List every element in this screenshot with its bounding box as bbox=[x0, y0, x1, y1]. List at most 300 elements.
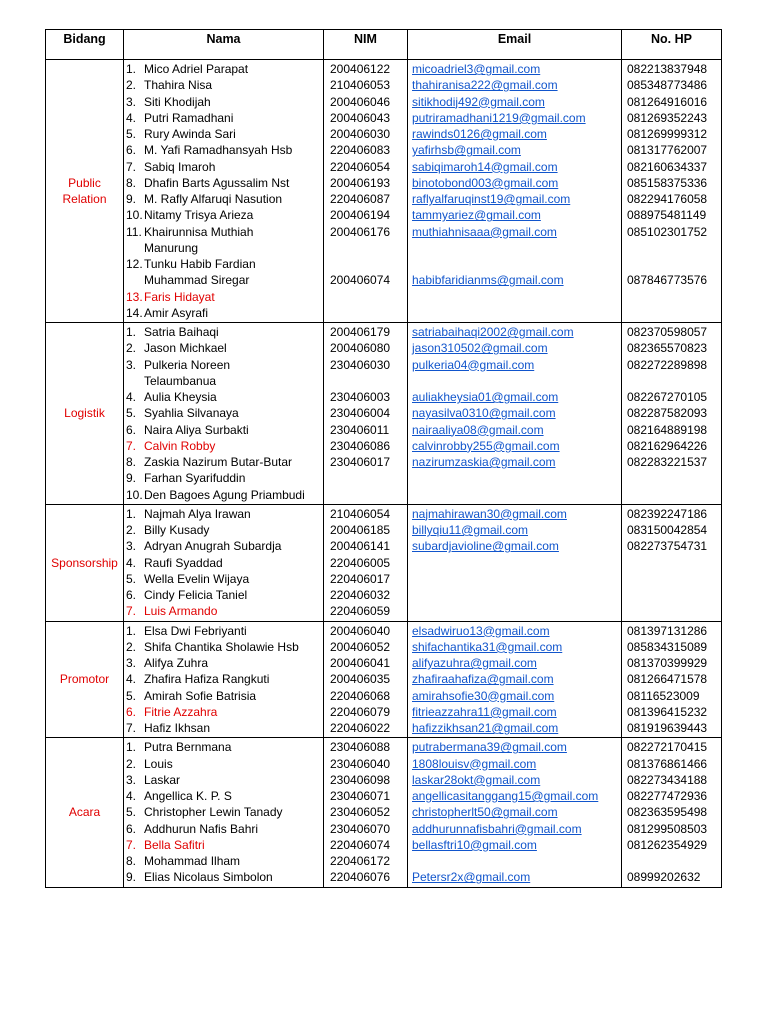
member-phone: 085834315089 bbox=[627, 639, 708, 654]
member-name bbox=[124, 869, 323, 885]
member-nim: 230406017 bbox=[330, 455, 391, 469]
email-cell bbox=[408, 504, 622, 621]
member-email-link[interactable]: najmahirawan30@gmail.com bbox=[412, 506, 567, 521]
member-number: 3. bbox=[126, 539, 137, 554]
hp-cell bbox=[622, 323, 722, 505]
member-name-text: Cindy Felicia Taniel bbox=[144, 588, 248, 602]
member-name-text-2: Muhammad Siregar bbox=[144, 273, 250, 288]
email-list bbox=[408, 323, 621, 504]
member-name bbox=[124, 340, 323, 356]
blank-line bbox=[324, 240, 407, 256]
member-nim: 220406087 bbox=[330, 192, 391, 206]
member-nim: 220406054 bbox=[330, 159, 391, 174]
member-name bbox=[124, 756, 323, 772]
member-name bbox=[124, 470, 323, 486]
member-name bbox=[124, 77, 323, 93]
member-email-link[interactable]: elsadwiruo13@gmail.com bbox=[412, 623, 550, 638]
member-email-link bbox=[408, 603, 621, 619]
member-nim: 200406040 bbox=[330, 623, 391, 638]
member-nim bbox=[324, 289, 407, 305]
member-phone: 082267270105 bbox=[627, 390, 708, 404]
member-email-link[interactable]: nayasilva0310@gmail.com bbox=[412, 406, 556, 421]
member-email-link bbox=[408, 587, 621, 603]
member-name bbox=[124, 788, 323, 804]
member-email-link[interactable]: laskar28okt@gmail.com bbox=[412, 772, 541, 787]
member-name-text: Christopher Lewin Tanady bbox=[144, 805, 283, 820]
member-name bbox=[124, 487, 323, 503]
member-name bbox=[124, 159, 323, 175]
nim-list bbox=[324, 60, 407, 322]
member-email-link[interactable]: pulkeria04@gmail.com bbox=[412, 357, 535, 372]
member-email-link[interactable]: putrabermana39@gmail.com bbox=[412, 740, 567, 755]
member-email-link[interactable]: binotobond003@gmail.com bbox=[412, 175, 559, 190]
email-cell bbox=[408, 323, 622, 505]
member-number: 3. bbox=[126, 357, 137, 372]
member-nim: 230406040 bbox=[330, 756, 391, 771]
member-number: 3. bbox=[126, 94, 137, 109]
member-email-link[interactable]: raflyalfaruqinst19@gmail.com bbox=[412, 192, 571, 206]
member-nim: 220406074 bbox=[330, 837, 391, 852]
member-email-link[interactable]: addhurunnafisbahri@gmail.com bbox=[412, 821, 582, 836]
member-name-text: Calvin Robby bbox=[144, 438, 216, 453]
member-name-text: Tunku Habib Fardian bbox=[144, 257, 256, 271]
member-name-cont bbox=[124, 373, 323, 389]
member-name-text: Thahira Nisa bbox=[144, 78, 213, 93]
nim-cell bbox=[324, 504, 408, 621]
member-phone: 081370399929 bbox=[627, 656, 708, 670]
member-phone: 082213837948 bbox=[627, 62, 708, 76]
member-name-text: Nitamy Trisya Arieza bbox=[144, 208, 254, 223]
blank-line bbox=[324, 256, 407, 272]
member-name bbox=[124, 224, 323, 240]
member-nim: 200406046 bbox=[330, 94, 391, 109]
member-name bbox=[124, 522, 323, 538]
member-nim: 230406004 bbox=[330, 406, 391, 421]
member-name bbox=[124, 655, 323, 671]
member-name bbox=[124, 61, 323, 77]
member-phone: 085158375336 bbox=[627, 175, 708, 190]
member-table bbox=[45, 29, 722, 888]
member-number: 8. bbox=[126, 455, 137, 469]
member-name-text: M. Yafi Ramadhansyah Hsb bbox=[144, 143, 293, 158]
member-name-text: Pulkeria Noreen bbox=[144, 357, 231, 372]
member-email-link[interactable]: sabiqimaroh14@gmail.com bbox=[412, 159, 558, 174]
member-nim bbox=[324, 305, 407, 321]
member-name-text: Den Bagoes Agung Priambudi bbox=[144, 487, 305, 502]
member-phone: 081269352243 bbox=[627, 110, 708, 125]
member-number: 10. bbox=[126, 487, 143, 502]
member-phone: 082392247186 bbox=[627, 506, 708, 521]
member-phone: 087846773576 bbox=[627, 273, 708, 288]
nama-cell bbox=[124, 621, 324, 738]
member-email-link[interactable]: sitikhodij492@gmail.com bbox=[412, 94, 545, 109]
member-name-text: Zaskia Nazirum Butar-Butar bbox=[144, 455, 293, 469]
member-name bbox=[124, 289, 323, 305]
member-email-link[interactable]: thahiranisa222@gmail.com bbox=[412, 78, 558, 93]
member-name bbox=[124, 821, 323, 837]
member-number: 9. bbox=[126, 870, 137, 885]
member-email-link bbox=[408, 571, 621, 587]
member-number: 5. bbox=[126, 571, 137, 586]
nim-list bbox=[324, 323, 407, 504]
member-nim: 220406059 bbox=[330, 604, 391, 619]
member-email-link bbox=[408, 487, 621, 503]
member-phone: 081919639443 bbox=[627, 721, 708, 735]
member-name-text: Raufi Syaddad bbox=[144, 555, 223, 570]
member-phone: 082272289898 bbox=[627, 357, 708, 372]
member-phone: 082287582093 bbox=[627, 406, 708, 421]
member-phone: 082294176058 bbox=[627, 192, 708, 206]
hp-cell bbox=[622, 60, 722, 323]
member-phone: 081376861466 bbox=[627, 756, 708, 771]
member-nim: 220406068 bbox=[330, 688, 391, 703]
member-number: 7. bbox=[126, 159, 137, 174]
nim-cell bbox=[324, 738, 408, 887]
nama-cell bbox=[124, 738, 324, 887]
member-name-text: Elsa Dwi Febriyanti bbox=[144, 623, 247, 638]
member-phone: 082370598057 bbox=[627, 325, 708, 339]
member-name-text: Addhurun Nafis Bahri bbox=[144, 821, 259, 836]
member-email-link[interactable]: hafizzikhsan21@gmail.com bbox=[412, 721, 559, 735]
member-nim: 220406076 bbox=[330, 870, 391, 885]
member-email-link[interactable]: billyqiu11@gmail.com bbox=[412, 523, 529, 537]
member-name-text: Amirah Sofie Batrisia bbox=[144, 688, 257, 703]
member-name bbox=[124, 623, 323, 639]
member-number: 4. bbox=[126, 672, 137, 687]
member-name-text: Faris Hidayat bbox=[144, 289, 215, 304]
member-email-link[interactable]: micoadriel3@gmail.com bbox=[412, 62, 541, 76]
member-name-text: Putra Bernmana bbox=[144, 740, 232, 755]
member-name bbox=[124, 688, 323, 704]
member-number: 2. bbox=[126, 756, 137, 771]
member-email-link[interactable]: alifyazuhra@gmail.com bbox=[412, 656, 537, 670]
table-row bbox=[46, 738, 722, 887]
member-phone: 082273754731 bbox=[627, 539, 708, 554]
member-phone: 085348773486 bbox=[627, 78, 708, 93]
member-name bbox=[124, 506, 323, 522]
nim-cell bbox=[324, 323, 408, 505]
member-number: 2. bbox=[126, 341, 137, 356]
member-nim: 200406041 bbox=[330, 656, 391, 670]
member-nim: 220406032 bbox=[330, 588, 391, 602]
member-number-spacer bbox=[124, 373, 144, 389]
member-email-link bbox=[408, 853, 621, 869]
member-nim: 200406185 bbox=[330, 523, 391, 537]
member-phone: 082273434188 bbox=[627, 772, 708, 787]
member-email-link[interactable]: nairaaliya08@gmail.com bbox=[412, 422, 544, 437]
member-number: 3. bbox=[126, 772, 137, 787]
header-bidang: Bidang bbox=[46, 30, 124, 60]
member-nim: 230406086 bbox=[330, 438, 391, 453]
member-name bbox=[124, 324, 323, 340]
member-number: 13. bbox=[126, 289, 143, 304]
member-email-link[interactable]: jason310502@gmail.com bbox=[412, 341, 548, 356]
header-row bbox=[46, 30, 722, 60]
email-cell bbox=[408, 621, 622, 738]
email-cell bbox=[408, 738, 622, 887]
member-nim: 230406071 bbox=[330, 789, 391, 803]
blank-line bbox=[324, 373, 407, 389]
member-email-link[interactable]: angellicasitanggang15@gmail.com bbox=[412, 789, 599, 803]
member-phone: 082277472936 bbox=[627, 789, 708, 803]
member-name bbox=[124, 704, 323, 720]
member-nim: 200406141 bbox=[330, 539, 391, 554]
member-email-link[interactable]: fitrieazzahra11@gmail.com bbox=[412, 704, 557, 719]
member-email-link[interactable]: christopherlt50@gmail.com bbox=[412, 805, 558, 820]
member-name bbox=[124, 837, 323, 853]
member-name-text: Amir Asyrafi bbox=[144, 305, 209, 320]
member-email-link[interactable]: muthiahnisaaa@gmail.com bbox=[412, 224, 557, 239]
member-phone bbox=[622, 571, 721, 587]
member-email-link[interactable]: yafirhsb@gmail.com bbox=[412, 143, 521, 158]
member-nim bbox=[324, 470, 407, 486]
member-name-text: Satria Baihaqi bbox=[144, 325, 219, 339]
member-name-cont bbox=[124, 272, 323, 288]
member-nim: 210406054 bbox=[330, 506, 391, 521]
member-number: 4. bbox=[126, 390, 137, 404]
bidang-cell: Acara bbox=[46, 738, 124, 887]
header-hp: No. HP bbox=[622, 30, 722, 60]
member-phone: 08116523009 bbox=[627, 688, 700, 703]
bidang-cell: Sponsorship bbox=[46, 504, 124, 621]
hp-cell bbox=[622, 504, 722, 621]
nim-list bbox=[324, 622, 407, 738]
member-name bbox=[124, 389, 323, 405]
hp-list bbox=[622, 738, 721, 886]
member-name bbox=[124, 587, 323, 603]
member-number: 12. bbox=[126, 257, 143, 271]
member-email-link[interactable]: tammyariez@gmail.com bbox=[412, 208, 541, 223]
member-number: 9. bbox=[126, 471, 137, 486]
member-name-text: Elias Nicolaus Simbolon bbox=[144, 870, 273, 885]
member-name-text: Zhafira Hafiza Rangkuti bbox=[144, 672, 270, 687]
member-number: 7. bbox=[126, 837, 137, 852]
member-name bbox=[124, 422, 323, 438]
member-phone: 082164889198 bbox=[627, 422, 708, 437]
member-name-text: Farhan Syarifuddin bbox=[144, 471, 246, 486]
member-name-text: Laskar bbox=[144, 772, 181, 787]
nama-list bbox=[124, 622, 323, 738]
member-name bbox=[124, 256, 323, 272]
member-nim: 200406080 bbox=[330, 341, 391, 356]
member-email-link[interactable]: satriabaihaqi2002@gmail.com bbox=[412, 325, 574, 339]
member-number: 4. bbox=[126, 110, 137, 125]
member-name bbox=[124, 571, 323, 587]
member-name-text: Sabiq Imaroh bbox=[144, 159, 216, 174]
member-number: 7. bbox=[126, 604, 137, 619]
nama-list bbox=[124, 60, 323, 322]
member-number: 3. bbox=[126, 656, 137, 670]
email-list bbox=[408, 60, 621, 322]
member-number: 9. bbox=[126, 192, 137, 206]
member-name bbox=[124, 720, 323, 736]
member-email-link[interactable]: calvinrobby255@gmail.com bbox=[412, 438, 560, 453]
member-phone bbox=[622, 289, 721, 305]
member-phone: 082160634337 bbox=[627, 159, 708, 174]
member-email-link[interactable]: nazirumzaskia@gmail.com bbox=[412, 455, 556, 469]
member-phone bbox=[622, 470, 721, 486]
member-nim: 200406193 bbox=[330, 175, 391, 190]
member-name-text: Adryan Anugrah Subardja bbox=[144, 539, 282, 554]
member-phone bbox=[622, 305, 721, 321]
member-name bbox=[124, 142, 323, 158]
member-nim: 200406035 bbox=[330, 672, 391, 687]
member-phone: 081269999312 bbox=[627, 127, 708, 141]
member-name-text: Billy Kusady bbox=[144, 523, 210, 537]
member-number-spacer bbox=[124, 272, 144, 288]
member-name-text: Naira Aliya Surbakti bbox=[144, 422, 249, 437]
member-name bbox=[124, 454, 323, 470]
member-email-link bbox=[408, 289, 621, 305]
member-phone: 082365570823 bbox=[627, 341, 708, 356]
member-phone: 081317762007 bbox=[627, 143, 708, 158]
member-name-text: Luis Armando bbox=[144, 604, 218, 619]
nama-cell bbox=[124, 504, 324, 621]
member-number: 5. bbox=[126, 688, 137, 703]
member-name-text: Siti Khodijah bbox=[144, 94, 211, 109]
member-name bbox=[124, 110, 323, 126]
member-number: 11. bbox=[126, 224, 142, 239]
member-number: 6. bbox=[126, 422, 137, 437]
member-nim: 200406194 bbox=[330, 208, 391, 223]
member-number-spacer bbox=[124, 240, 144, 256]
member-email-link[interactable]: 1808louisv@gmail.com bbox=[412, 756, 537, 771]
member-nim: 230406011 bbox=[330, 422, 390, 437]
member-email-link[interactable]: Petersr2x@gmail.com bbox=[412, 870, 531, 885]
member-number: 2. bbox=[126, 523, 137, 537]
member-name bbox=[124, 126, 323, 142]
member-nim: 230406030 bbox=[330, 357, 391, 372]
blank-line bbox=[622, 240, 721, 256]
member-phone bbox=[622, 603, 721, 619]
member-number: 1. bbox=[126, 740, 137, 755]
email-cell bbox=[408, 60, 622, 323]
email-list bbox=[408, 738, 621, 886]
nim-cell bbox=[324, 621, 408, 738]
member-name-text-2: Telaumbanua bbox=[144, 373, 217, 388]
member-email-link[interactable]: rawinds0126@gmail.com bbox=[412, 127, 547, 141]
member-nim: 210406053 bbox=[330, 78, 391, 93]
member-nim: 200406122 bbox=[330, 62, 391, 76]
member-phone: 081266471578 bbox=[627, 672, 708, 687]
member-number: 5. bbox=[126, 406, 137, 421]
member-number: 7. bbox=[126, 438, 137, 453]
member-email-link[interactable]: auliakheysia01@gmail.com bbox=[412, 390, 559, 404]
member-name-text: Mico Adriel Parapat bbox=[144, 62, 249, 76]
member-name-text: Syahlia Silvanaya bbox=[144, 406, 239, 421]
member-number: 2. bbox=[126, 78, 137, 93]
member-name-text: Rury Awinda Sari bbox=[144, 127, 236, 141]
member-email-link[interactable]: shifachantika31@gmail.com bbox=[412, 639, 563, 654]
bidang-cell: Logistik bbox=[46, 323, 124, 505]
member-nim: 220406022 bbox=[330, 721, 391, 735]
member-name-text: Bella Safitri bbox=[144, 837, 205, 852]
member-name bbox=[124, 94, 323, 110]
member-number: 1. bbox=[126, 62, 137, 76]
member-email-link[interactable]: bellasftri10@gmail.com bbox=[412, 837, 537, 852]
member-number: 7. bbox=[126, 721, 137, 735]
hp-list bbox=[622, 60, 721, 322]
bidang-cell: Promotor bbox=[46, 621, 124, 738]
member-number: 5. bbox=[126, 127, 137, 141]
member-email-link[interactable]: habibfaridianms@gmail.com bbox=[412, 273, 564, 288]
member-email-link[interactable]: amirahsofie30@gmail.com bbox=[412, 688, 555, 703]
member-name-text: Jason Michkael bbox=[144, 341, 227, 356]
member-phone bbox=[622, 487, 721, 503]
member-name-text: M. Rafly Alfaruqi Nasution bbox=[144, 192, 283, 206]
member-phone: 081299508503 bbox=[627, 821, 708, 836]
member-nim: 220406017 bbox=[330, 571, 391, 586]
blank-line bbox=[408, 373, 621, 389]
member-nim: 200406043 bbox=[330, 110, 391, 125]
nama-cell bbox=[124, 60, 324, 323]
blank-line bbox=[408, 240, 621, 256]
member-name-text: Alifya Zuhra bbox=[144, 656, 209, 670]
member-name-text: Fitrie Azzahra bbox=[144, 704, 218, 719]
member-number: 1. bbox=[126, 325, 137, 339]
member-name-text: Khairunnisa Muthiah bbox=[144, 224, 254, 239]
member-name-text: Hafiz Ikhsan bbox=[144, 721, 211, 735]
member-phone bbox=[622, 555, 721, 571]
member-phone: 088975481149 bbox=[627, 208, 707, 223]
member-name-text-2: Manurung bbox=[144, 240, 199, 255]
member-nim: 200406052 bbox=[330, 639, 391, 654]
member-name bbox=[124, 175, 323, 191]
nim-list bbox=[324, 738, 407, 886]
member-number: 14. bbox=[126, 305, 143, 320]
email-list bbox=[408, 505, 621, 621]
member-nim: 230406070 bbox=[330, 821, 391, 836]
member-phone: 081264916016 bbox=[627, 94, 708, 109]
member-phone: 085102301752 bbox=[627, 224, 708, 239]
nim-list bbox=[324, 505, 407, 621]
member-number: 6. bbox=[126, 143, 137, 158]
member-nim: 230406098 bbox=[330, 772, 391, 787]
hp-list bbox=[622, 323, 721, 504]
member-email-link bbox=[408, 305, 621, 321]
member-email-link[interactable]: subardjavioline@gmail.com bbox=[412, 539, 559, 554]
member-number: 8. bbox=[126, 854, 137, 868]
table-row bbox=[46, 621, 722, 738]
member-phone: 082363595498 bbox=[627, 805, 708, 820]
member-email-link[interactable]: zhafiraahafiza@gmail.com bbox=[412, 672, 554, 687]
member-name bbox=[124, 603, 323, 619]
member-email-link[interactable]: putriramadhani1219@gmail.com bbox=[412, 110, 586, 125]
nama-list bbox=[124, 505, 323, 621]
member-phone: 082162964226 bbox=[627, 438, 708, 453]
table-row bbox=[46, 60, 722, 323]
nama-list bbox=[124, 323, 323, 504]
table-row bbox=[46, 504, 722, 621]
member-name bbox=[124, 538, 323, 554]
hp-list bbox=[622, 505, 721, 621]
member-phone: 08999202632 bbox=[627, 870, 701, 885]
nama-cell bbox=[124, 323, 324, 505]
member-name-text: Mohammad Ilham bbox=[144, 854, 241, 868]
member-nim: 220406083 bbox=[330, 143, 391, 158]
member-nim: 230406088 bbox=[330, 740, 391, 755]
hp-cell bbox=[622, 621, 722, 738]
blank-line bbox=[622, 373, 721, 389]
member-name bbox=[124, 853, 323, 869]
member-name-text: Wella Evelin Wijaya bbox=[144, 571, 250, 586]
bidang-cell: Public Relation bbox=[46, 60, 124, 323]
nama-list bbox=[124, 738, 323, 886]
member-number: 2. bbox=[126, 639, 137, 654]
hp-cell bbox=[622, 738, 722, 887]
member-name-text: Angellica K. P. S bbox=[144, 789, 232, 803]
member-phone: 081262354929 bbox=[627, 837, 708, 852]
